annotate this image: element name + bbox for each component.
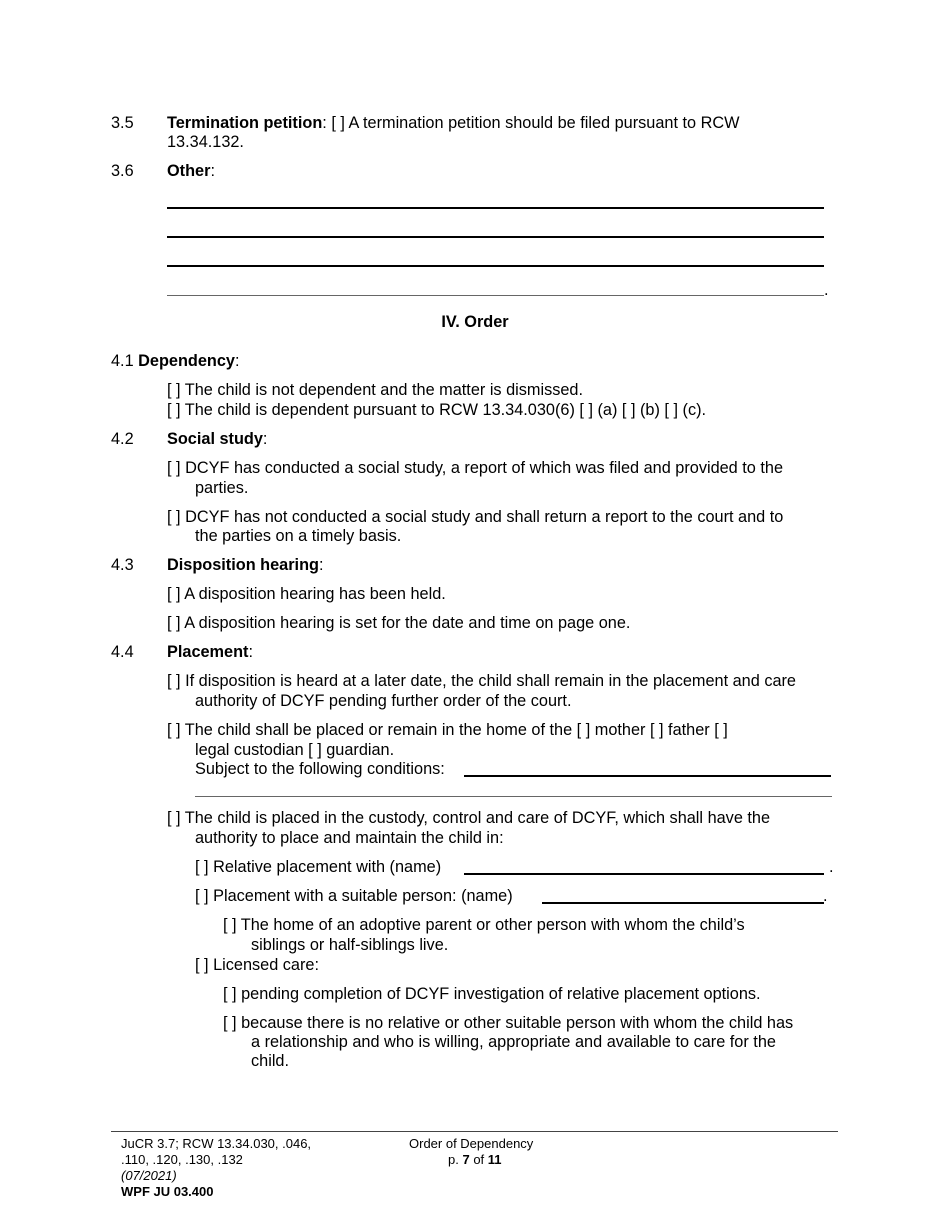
remain-in-placement-cont: authority of DCYF pending further order of the court. [195, 692, 572, 710]
other-blank-line-4[interactable] [167, 295, 824, 296]
dcyf-custody-cont: authority to place and maintain the child in: [195, 829, 504, 847]
section-3-5-title: Termination petition [167, 114, 323, 132]
social-study-conducted-cont: parties. [195, 479, 249, 497]
other-blank-line-1[interactable] [167, 207, 824, 209]
conditions-field-line-2[interactable] [195, 796, 832, 797]
section-4-3-number: 4.3 [111, 556, 134, 574]
section-4-2-heading: Social study: [167, 430, 268, 448]
section-4-1-title: Dependency [138, 352, 235, 370]
social-study-conducted-option[interactable]: [ ] DCYF has conducted a social study, a report of which was filed and provided to the [167, 459, 783, 477]
dcyf-custody-option[interactable]: [ ] The child is placed in the custody, control and care of DCYF, which shall have the [167, 809, 771, 827]
pending-investigation-option[interactable]: [ ] pending completion of DCYF investigation of relative placement options. [223, 985, 761, 1003]
no-relative-cont-1: a relationship and who is willing, appropriate and available to care for the [251, 1033, 776, 1051]
social-study-not-conducted-cont: the parties on a timely basis. [195, 527, 402, 545]
footer-citation-1: JuCR 3.7; RCW 13.34.030, .046, [121, 1136, 312, 1151]
order-heading: IV. Order [441, 313, 509, 331]
section-4-1-heading: 4.1 Dependency: [111, 352, 240, 370]
no-relative-cont-2: child. [251, 1052, 290, 1070]
section-4-4-heading: Placement: [167, 643, 253, 661]
relative-name-field[interactable] [464, 873, 824, 875]
remain-in-placement-option[interactable]: [ ] If disposition is heard at a later date, the child shall remain in the placement and care [167, 672, 796, 690]
suitable-person-name-field[interactable] [542, 902, 824, 904]
section-4-3-title: Disposition hearing [167, 556, 319, 574]
footer-doc-title: Order of Dependency [409, 1136, 534, 1151]
placed-in-home-cont: legal custodian [ ] guardian. [195, 741, 395, 759]
section-4-4-number: 4.4 [111, 643, 134, 661]
hearing-set-option[interactable]: [ ] A disposition hearing is set for the date and time on page one. [167, 614, 631, 632]
not-dependent-option[interactable]: [ ] The child is not dependent and the matter is dismissed. [167, 381, 584, 399]
section-4-2-title: Social study [167, 430, 263, 448]
hearing-held-option[interactable]: [ ] A disposition hearing has been held. [167, 585, 446, 603]
section-3-5-line1: Termination petition: [ ] A termination petition should be filed pursuant to RCW [167, 114, 740, 132]
section-4-4-title: Placement [167, 643, 249, 661]
footer-date: (07/2021) [121, 1168, 177, 1183]
conditions-label: Subject to the following conditions: [195, 760, 445, 778]
placed-in-home-option[interactable]: [ ] The child shall be placed or remain in the home of the [ ] mother [ ] father [ ] [167, 721, 728, 739]
footer-citation-2: .110, .120, .130, .132 [121, 1152, 243, 1167]
social-study-not-conducted-option[interactable]: [ ] DCYF has not conducted a social study and shall return a report to the court and to [167, 508, 784, 526]
section-3-6-heading: Other: [167, 162, 215, 180]
relative-end-period: . [829, 858, 834, 876]
footer-rule [111, 1131, 838, 1132]
section-4-3-heading: Disposition hearing: [167, 556, 324, 574]
section-4-2-number: 4.2 [111, 430, 134, 448]
suitable-person-option[interactable]: [ ] Placement with a suitable person: (name) [195, 887, 513, 905]
section-3-5-number: 3.5 [111, 114, 134, 132]
relative-placement-option[interactable]: [ ] Relative placement with (name) [195, 858, 442, 876]
other-blank-line-2[interactable] [167, 236, 824, 238]
other-end-period: . [824, 281, 829, 299]
other-blank-line-3[interactable] [167, 265, 824, 267]
adoptive-home-option[interactable]: [ ] The home of an adoptive parent or other person with whom the child’s [223, 916, 745, 934]
footer-page-number: p. 7 of 11 [448, 1152, 502, 1167]
dependent-option[interactable]: [ ] The child is dependent pursuant to RCW 13.34.030(6) [ ] (a) [ ] (b) [ ] (c). [167, 401, 707, 419]
section-3-6-title: Other [167, 162, 211, 180]
adoptive-home-cont: siblings or half-siblings live. [251, 936, 449, 954]
suitable-end-period: . [823, 887, 828, 905]
footer-form-number: WPF JU 03.400 [121, 1184, 214, 1199]
no-relative-option[interactable]: [ ] because there is no relative or other suitable person with whom the child has [223, 1014, 794, 1032]
licensed-care-option[interactable]: [ ] Licensed care: [195, 956, 319, 974]
conditions-field-line[interactable] [464, 775, 831, 777]
section-3-5-line2: 13.34.132. [167, 133, 244, 151]
section-3-6-number: 3.6 [111, 162, 134, 180]
